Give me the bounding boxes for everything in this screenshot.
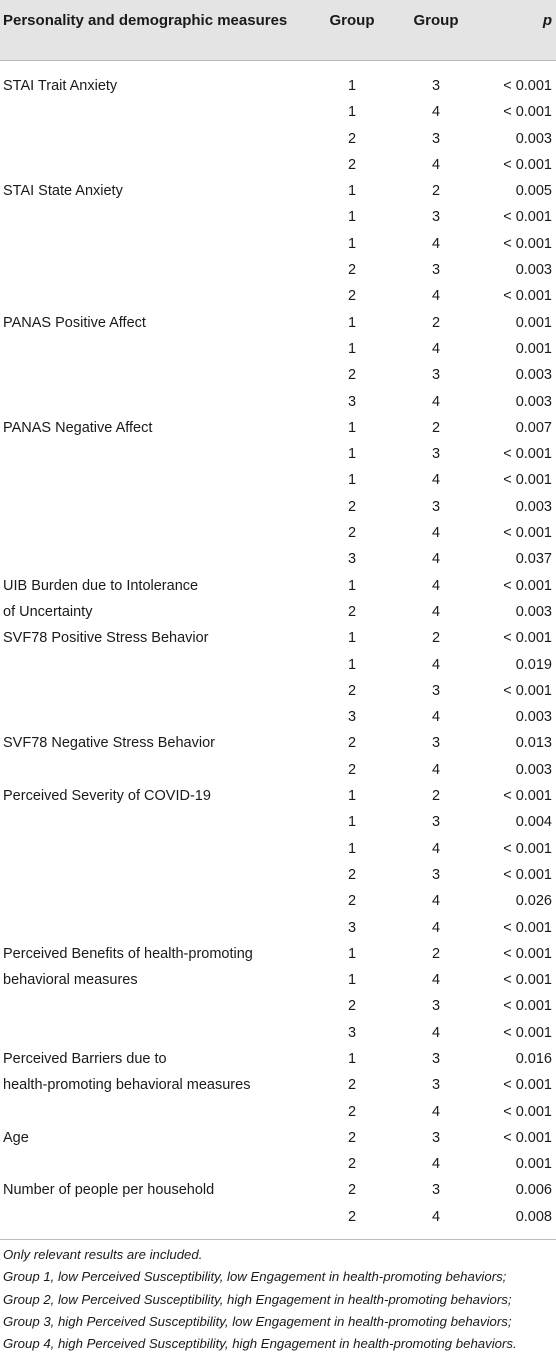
group-a-cell: 2 <box>347 603 357 620</box>
table-row <box>0 257 556 283</box>
group-a-cell: 2 <box>347 525 357 542</box>
group-b-cell: 4 <box>431 603 441 620</box>
p-value-cell: < 0.001 <box>503 998 552 1015</box>
p-value-cell: < 0.001 <box>503 78 552 94</box>
p-value-cell: < 0.001 <box>503 840 552 857</box>
p-value-cell: 0.003 <box>515 130 552 147</box>
table-row <box>0 783 556 809</box>
group-a-cell: 3 <box>347 709 357 726</box>
group-a-cell: 1 <box>347 314 357 331</box>
group-b-cell: 4 <box>431 1156 441 1173</box>
group-b-cell: 3 <box>431 1182 441 1199</box>
group-a-cell: 1 <box>347 630 357 647</box>
group-b-cell: 3 <box>431 446 441 463</box>
group-b-cell: 2 <box>431 630 441 647</box>
group-b-cell: 4 <box>431 551 441 568</box>
group-b-cell: 3 <box>431 1050 441 1067</box>
p-value-cell: 0.001 <box>515 1156 552 1173</box>
group-a-cell: 1 <box>347 235 357 252</box>
table-footnotes <box>3 1244 555 1355</box>
group-b-cell: 4 <box>431 972 441 989</box>
group-a-cell: 1 <box>347 183 357 200</box>
group-a-cell: 1 <box>347 209 357 226</box>
group-b-cell: 3 <box>431 367 441 384</box>
table-row <box>0 1020 556 1046</box>
group-a-cell: 2 <box>347 1077 357 1094</box>
p-value-cell: < 0.001 <box>503 235 552 252</box>
group-b-cell: 4 <box>431 893 441 910</box>
p-value-cell: 0.003 <box>515 709 552 726</box>
p-value-cell: < 0.001 <box>503 577 552 594</box>
p-value-cell: < 0.001 <box>503 472 552 489</box>
group-b-cell: 3 <box>431 209 441 226</box>
group-a-cell: 2 <box>347 682 357 699</box>
header-group-a: Group <box>329 12 375 29</box>
table-row <box>0 1177 556 1203</box>
group-b-cell: 3 <box>431 498 441 515</box>
table-row <box>0 336 556 362</box>
group-b-cell: 4 <box>431 1024 441 1041</box>
measure-cell: Perceived Severity of COVID-19 <box>3 788 211 805</box>
group-b-cell: 3 <box>431 1077 441 1094</box>
p-value-cell: 0.013 <box>515 735 552 752</box>
group-a-cell: 1 <box>347 788 357 805</box>
p-value-cell: 0.005 <box>515 183 552 200</box>
table-row <box>0 415 556 441</box>
measure-cell: behavioral measures <box>3 972 138 989</box>
p-value-cell: < 0.001 <box>503 1103 552 1120</box>
table-row <box>0 967 556 993</box>
measure-cell: SVF78 Positive Stress Behavior <box>3 630 209 647</box>
p-value-cell: 0.004 <box>515 814 552 831</box>
group-b-cell: 2 <box>431 788 441 805</box>
p-value-cell: < 0.001 <box>503 104 552 121</box>
group-a-cell: 1 <box>347 472 357 489</box>
group-a-cell: 2 <box>347 893 357 910</box>
group-b-cell: 4 <box>431 709 441 726</box>
group-b-cell: 3 <box>431 78 441 94</box>
group-b-cell: 3 <box>431 130 441 147</box>
group-a-cell: 3 <box>347 919 357 936</box>
group-a-cell: 3 <box>347 393 357 410</box>
measure-cell: STAI Trait Anxiety <box>3 78 118 94</box>
p-value-cell: 0.019 <box>515 656 552 673</box>
group-a-cell: 2 <box>347 262 357 279</box>
p-value-cell: 0.003 <box>515 262 552 279</box>
table-row <box>0 73 556 99</box>
p-value-cell: 0.026 <box>515 893 552 910</box>
group-b-cell: 4 <box>431 393 441 410</box>
table-row <box>0 310 556 336</box>
table-row <box>0 178 556 204</box>
table-bottom-divider <box>0 1239 556 1240</box>
group-a-cell: 2 <box>347 288 357 305</box>
p-value-cell: 0.016 <box>515 1050 552 1067</box>
group-a-cell: 1 <box>347 419 357 436</box>
table-row <box>0 441 556 467</box>
group-a-cell: 1 <box>347 446 357 463</box>
measure-cell: PANAS Negative Affect <box>3 419 153 436</box>
group-a-cell: 1 <box>347 340 357 357</box>
table-row <box>0 1151 556 1177</box>
group-b-cell: 2 <box>431 314 441 331</box>
table-row <box>0 1072 556 1098</box>
group-b-cell: 4 <box>431 1208 441 1225</box>
group-b-cell: 4 <box>431 235 441 252</box>
table-row <box>0 1046 556 1072</box>
table-row <box>0 730 556 756</box>
group-b-cell: 3 <box>431 998 441 1015</box>
footnote-line: Group 3, high Perceived Susceptibility, low Engagement in health-promoting behaviors; <box>3 1313 512 1329</box>
group-a-cell: 2 <box>347 1208 357 1225</box>
group-b-cell: 4 <box>431 761 441 778</box>
group-a-cell: 3 <box>347 1024 357 1041</box>
group-b-cell: 4 <box>431 525 441 542</box>
table-row <box>0 520 556 546</box>
group-b-cell: 3 <box>431 814 441 831</box>
measure-cell: of Uncertainty <box>3 603 93 620</box>
table-row <box>0 126 556 152</box>
group-a-cell: 1 <box>347 656 357 673</box>
group-a-cell: 2 <box>347 761 357 778</box>
table-row <box>0 993 556 1019</box>
group-b-cell: 4 <box>431 472 441 489</box>
table-row <box>0 467 556 493</box>
p-value-cell: 0.037 <box>515 551 552 568</box>
group-b-cell: 4 <box>431 656 441 673</box>
table-row <box>0 152 556 178</box>
group-b-cell: 3 <box>431 866 441 883</box>
group-b-cell: 4 <box>431 840 441 857</box>
group-a-cell: 2 <box>347 1103 357 1120</box>
footnote-line: Group 1, low Perceived Susceptibility, low Engagement in health-promoting behaviors; <box>3 1269 507 1285</box>
table-body <box>0 61 556 1230</box>
p-value-cell: 0.008 <box>515 1208 552 1225</box>
group-a-cell: 2 <box>347 156 357 173</box>
table-row <box>0 362 556 388</box>
p-value-cell: < 0.001 <box>503 288 552 305</box>
table-row <box>0 915 556 941</box>
group-b-cell: 4 <box>431 104 441 121</box>
table-row <box>0 573 556 599</box>
footnote-line: Group 2, low Perceived Susceptibility, high Engagement in health-promoting behaviors; <box>3 1291 512 1307</box>
group-b-cell: 4 <box>431 340 441 357</box>
group-a-cell: 1 <box>347 945 357 962</box>
table-row <box>0 389 556 415</box>
p-value-cell: < 0.001 <box>503 1024 552 1041</box>
p-value-cell: 0.003 <box>515 498 552 515</box>
table-row <box>0 1125 556 1151</box>
table-row <box>0 757 556 783</box>
footnote-line: Only relevant results are included. <box>3 1247 203 1262</box>
header-group-b: Group <box>413 12 459 29</box>
table-row <box>0 599 556 625</box>
p-value-cell: 0.006 <box>515 1182 552 1199</box>
p-value-cell: < 0.001 <box>503 156 552 173</box>
p-value-cell: < 0.001 <box>503 1129 552 1146</box>
p-value-cell: < 0.001 <box>503 866 552 883</box>
group-b-cell: 3 <box>431 735 441 752</box>
group-b-cell: 4 <box>431 1103 441 1120</box>
group-a-cell: 2 <box>347 866 357 883</box>
p-value-cell: 0.001 <box>515 340 552 357</box>
group-b-cell: 3 <box>431 682 441 699</box>
p-value-cell: < 0.001 <box>503 630 552 647</box>
group-a-cell: 1 <box>347 577 357 594</box>
measure-cell: Number of people per household <box>3 1182 215 1199</box>
measure-cell: health-promoting behavioral measures <box>3 1077 251 1094</box>
group-a-cell: 1 <box>347 104 357 121</box>
table-row <box>0 652 556 678</box>
p-value-cell: < 0.001 <box>503 682 552 699</box>
group-a-cell: 2 <box>347 1156 357 1173</box>
group-a-cell: 2 <box>347 1129 357 1146</box>
table-row <box>0 231 556 257</box>
group-a-cell: 2 <box>347 130 357 147</box>
group-a-cell: 1 <box>347 972 357 989</box>
header-measure: Personality and demographic measures <box>3 12 288 29</box>
group-b-cell: 4 <box>431 577 441 594</box>
table-row <box>0 283 556 309</box>
p-value-cell: < 0.001 <box>503 525 552 542</box>
table-row <box>0 704 556 730</box>
table-row <box>0 546 556 572</box>
measure-cell: UIB Burden due to Intolerance <box>3 577 199 594</box>
group-a-cell: 1 <box>347 1050 357 1067</box>
table-row <box>0 862 556 888</box>
table-row <box>0 204 556 230</box>
p-value-cell: < 0.001 <box>503 1077 552 1094</box>
p-value-cell: 0.001 <box>515 314 552 331</box>
table-row <box>0 888 556 914</box>
p-value-cell: < 0.001 <box>503 209 552 226</box>
p-value-cell: < 0.001 <box>503 446 552 463</box>
p-value-cell: 0.003 <box>515 367 552 384</box>
p-value-cell: 0.003 <box>515 761 552 778</box>
group-a-cell: 1 <box>347 78 357 94</box>
group-a-cell: 3 <box>347 551 357 568</box>
group-b-cell: 3 <box>431 1129 441 1146</box>
p-value-cell: 0.003 <box>515 603 552 620</box>
table-row <box>0 1204 556 1230</box>
footnote-line: Group 4, high Perceived Susceptibility, high Engagement in health-promoting behaviors. <box>3 1336 517 1352</box>
table-row <box>0 941 556 967</box>
measure-cell: SVF78 Negative Stress Behavior <box>3 735 215 752</box>
group-a-cell: 2 <box>347 998 357 1015</box>
table-header <box>0 0 556 60</box>
p-value-cell: < 0.001 <box>503 972 552 989</box>
table-row <box>0 494 556 520</box>
group-a-cell: 1 <box>347 814 357 831</box>
group-a-cell: 2 <box>347 498 357 515</box>
group-b-cell: 2 <box>431 945 441 962</box>
group-a-cell: 2 <box>347 367 357 384</box>
table-row <box>0 836 556 862</box>
group-b-cell: 3 <box>431 262 441 279</box>
table-row <box>0 99 556 125</box>
table-row <box>0 809 556 835</box>
measure-cell: PANAS Positive Affect <box>3 314 146 331</box>
group-b-cell: 4 <box>431 919 441 936</box>
group-a-cell: 2 <box>347 735 357 752</box>
group-b-cell: 2 <box>431 419 441 436</box>
group-a-cell: 1 <box>347 840 357 857</box>
measure-cell: Perceived Barriers due to <box>3 1050 167 1067</box>
group-b-cell: 4 <box>431 288 441 305</box>
measure-cell: STAI State Anxiety <box>3 183 123 200</box>
table-row <box>0 1099 556 1125</box>
p-value-cell: 0.007 <box>515 419 552 436</box>
group-b-cell: 2 <box>431 183 441 200</box>
p-value-cell: < 0.001 <box>503 919 552 936</box>
p-value-cell: 0.003 <box>515 393 552 410</box>
p-value-cell: < 0.001 <box>503 788 552 805</box>
measure-cell: Perceived Benefits of health-promoting <box>3 945 253 962</box>
p-value-cell: < 0.001 <box>503 945 552 962</box>
table-row <box>0 625 556 651</box>
group-b-cell: 4 <box>431 156 441 173</box>
header-p: p <box>542 12 552 29</box>
measure-cell: Age <box>3 1129 29 1146</box>
table-row <box>0 678 556 704</box>
group-a-cell: 2 <box>347 1182 357 1199</box>
